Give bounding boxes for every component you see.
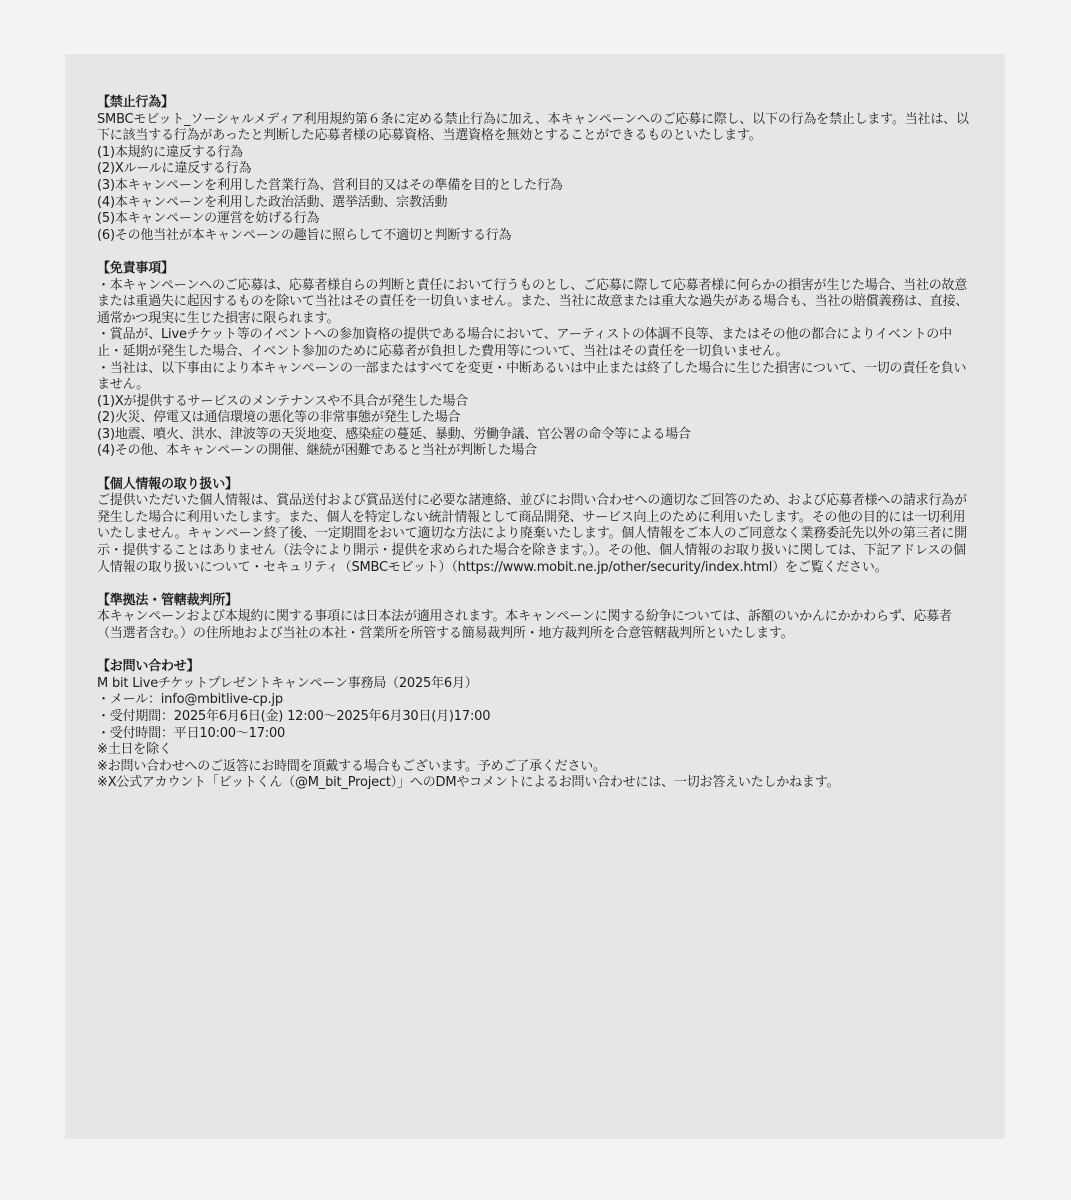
paragraph: SMBCモビット_ソーシャルメディア利用規約第６条に定める禁止行為に加え、本キャンペーンへのご応募に際し、以下の行為を禁止します。当社は、以下に該当する行為があったと判断した応募者様の応募資格、当選資格を無効とすることができるものといたします。 bbox=[97, 111, 969, 144]
section-title: 【準拠法・管轄裁判所】 bbox=[97, 592, 238, 608]
list-item: (2)火災、停電又は通信環境の悪化等の非常事態が発生した場合 bbox=[97, 410, 461, 426]
section-title: 【個人情報の取り扱い】 bbox=[97, 476, 238, 492]
paragraph: 本キャンペーンおよび本規約に関する事項には日本法が適用されます。本キャンペーンに関する紛争については、訴額のいかんにかかわらず、応募者（当選者含む。）の住所地および当社の本社・営業所を所管する簡易裁判所・地方裁判所を合意管轄裁判所といたします。 bbox=[97, 609, 952, 641]
paragraph: ・当社は、以下事由により本キャンペーンの一部またはすべてを変更・中断あるいは中止または終了した場合に生じた損害について、一切の責任を負いません。 bbox=[97, 360, 967, 393]
list-item: (1)本規約に違反する行為 bbox=[97, 144, 243, 160]
paragraph: ご提供いただいた個人情報は、賞品送付および賞品送付に必要な諸連絡、並びにお問い合わせへの適切なご回答のため、および応募者様への請求行為が発生した場合に利用いたします。また、個人を特定しない統計情報として商品開発、サービス向上のために利用いたします。その他の目的には一切利用いたしません。キャンペーン終了後、一定期間をおいて適切な方法により廃棄いたします。個人情報をご本人のご同意なく業務委託先以外の第三者に開示・提供することはありません（法令により開示・提供を求められた場合を除きます。）。その他、個人情報のお取り扱いに関しては、下記アドレスの個人情報の取り扱いについて・セキュリティ（SMBCモビット）（https://www.mobit.ne.jp/other/security/index.html）をご覧ください。 bbox=[97, 493, 967, 575]
contact-period: ・受付期間：2025年6月6日(金) 12:00〜2025年6月30日(月)17:00 bbox=[97, 708, 491, 724]
list-item: (4)本キャンペーンを利用した政治活動、選挙活動、宗教活動 bbox=[97, 194, 448, 210]
list-item: (3)地震、噴火、洪水、津波等の天災地変、感染症の蔓延、暴動、労働争議、官公署の命令等による場合 bbox=[97, 426, 691, 442]
section-privacy bbox=[97, 477, 975, 577]
list-item: (6)その他当社が本キャンペーンの趣旨に照らして不適切と判断する行為 bbox=[97, 227, 512, 243]
section-prohibited-acts bbox=[97, 95, 975, 244]
contact-hours: ・受付時間：平日10:00〜17:00 bbox=[97, 725, 286, 741]
list-item: (5)本キャンペーンの運営を妨げる行為 bbox=[97, 211, 320, 227]
section-title: 【お問い合わせ】 bbox=[97, 659, 200, 675]
paragraph: ・本キャンペーンへのご応募は、応募者様自らの判断と責任において行うものとし、ご応募に際して応募者様に何らかの損害が生じた場合、当社の故意または重過失に起因するものを除いて当社はその責任を一切負いません。また、当社に故意または重大な過失がある場合も、当社の賠償義務は、直接、通常かつ現実に生じた損害に限られます。 bbox=[97, 277, 969, 326]
section-title: 【禁止行為】 bbox=[97, 95, 174, 110]
paragraph: ・賞品が、Liveチケット等のイベントへの参加資格の提供である場合において、アーティストの体調不良等、またはその他の都合によりイベントの中止・延期が発生した場合、イベント参加のために応募者が負担した費用等について、当社はその責任を一切負いません。 bbox=[97, 327, 952, 359]
list-item: (4)その他、本キャンペーンの開催、継続が困難であると当社が判断した場合 bbox=[97, 443, 537, 459]
contact-note: ※お問い合わせへのご返答にお時間を頂戴する場合もございます。予めご了承ください。 bbox=[97, 758, 606, 774]
contact-note: ※X公式アカウント「ビットくん（@M_bit_Project）」へのDMやコメントによるお問い合わせには、一切お答えいたしかねます。 bbox=[97, 775, 840, 791]
list-item: (1)Xが提供するサービスのメンテナンスや不具合が発生した場合 bbox=[97, 393, 469, 409]
contact-note: ※土日を除く bbox=[97, 742, 172, 758]
section-disclaimer bbox=[97, 261, 975, 460]
terms-panel bbox=[65, 54, 1005, 1139]
list-item: (2)Xルールに違反する行為 bbox=[97, 161, 252, 177]
contact-email: ・メール：info@mbitlive-cp.jp bbox=[97, 692, 283, 708]
section-title: 【免責事項】 bbox=[97, 260, 174, 276]
contact-office: M bit Liveチケットプレゼントキャンペーン事務局（2025年6月） bbox=[97, 675, 478, 691]
section-governing-law bbox=[97, 593, 975, 643]
section-contact bbox=[97, 659, 975, 792]
list-item: (3)本キャンペーンを利用した営業行為、営利目的又はその準備を目的とした行為 bbox=[97, 177, 563, 193]
